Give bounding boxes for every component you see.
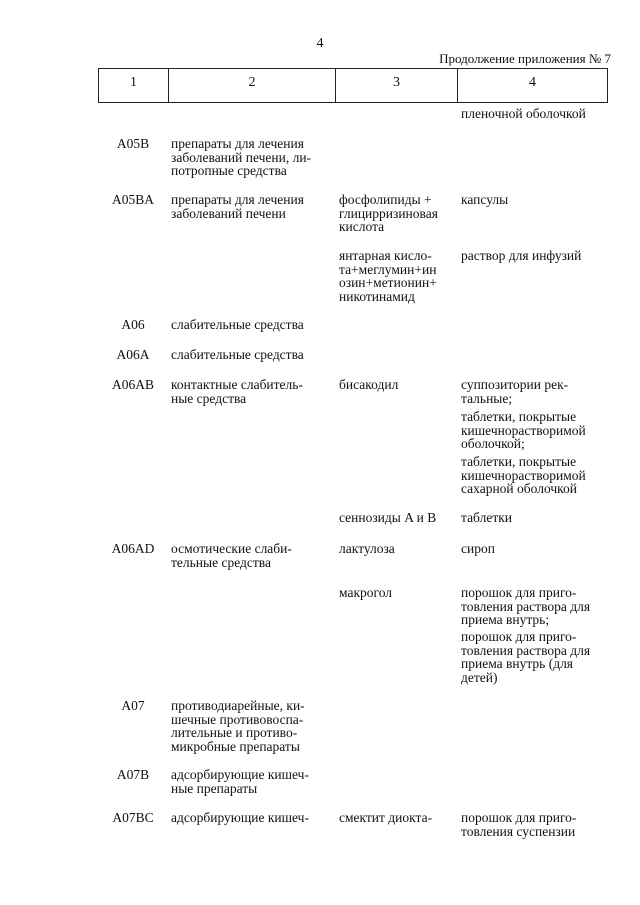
- header-col-2: 2: [168, 69, 335, 102]
- table-cell-dosage-form: порошок для приго- товления суспензии: [461, 810, 577, 839]
- table-cell-atc-code: A06: [121, 317, 145, 332]
- table-cell-dosage-form: капсулы: [461, 192, 509, 207]
- table-cell-dosage-form: порошок для приго- товления раствора для приема внутрь (для детей): [461, 629, 591, 685]
- table-cell-dosage-form: порошок для приго- товления раствора для приема внутрь;: [461, 585, 591, 627]
- table-cell-atc-code: A06AD: [111, 541, 155, 556]
- table-cell-atc-code: A05BA: [111, 192, 154, 207]
- table-cell-dosage-form: таблетки, покрытые кишечнорастворимой сахарной оболочкой: [461, 454, 586, 496]
- table-cell-group-name: противодиарейные, ки- шечные противовоспа- лительные и противо- микробные препараты: [171, 698, 305, 754]
- table-cell-dosage-form: пленочной оболочкой: [461, 106, 586, 121]
- header-col-4: 4: [457, 69, 608, 102]
- table-cell-drug-name: янтарная кисло- та+меглумин+ин озин+метионин+ никотинамид: [339, 248, 437, 304]
- table-cell-atc-code: A07: [121, 698, 145, 713]
- continuation-label: Продолжение приложения № 7: [439, 51, 611, 66]
- table-cell-drug-name: фосфолипиды + глицирризиновая кислота: [339, 192, 438, 234]
- table-cell-group-name: слабительные средства: [171, 347, 304, 362]
- header-col-3: 3: [335, 69, 457, 102]
- table-cell-atc-code: A05B: [116, 136, 150, 151]
- table-cell-drug-name: сеннозиды A и B: [339, 510, 437, 525]
- table-cell-group-name: осмотические слаби- тельные средства: [171, 541, 292, 570]
- table-cell-group-name: адсорбирующие кишеч- ные препараты: [171, 767, 309, 796]
- table-cell-dosage-form: таблетки: [461, 510, 513, 525]
- table-cell-dosage-form: раствор для инфузий: [461, 248, 582, 263]
- table-cell-atc-code: A06A: [116, 347, 150, 362]
- table-cell-atc-code: A07BC: [112, 810, 154, 825]
- table-cell-drug-name: бисакодил: [339, 377, 399, 392]
- table-cell-group-name: контактные слабитель- ные средства: [171, 377, 303, 406]
- table-cell-dosage-form: суппозитории рек- тальные;: [461, 377, 569, 406]
- table-cell-group-name: препараты для лечения заболеваний печени, ли- потропные средства: [171, 136, 312, 178]
- table-cell-group-name: слабительные средства: [171, 317, 304, 332]
- table-cell-group-name: адсорбирующие кишеч-: [171, 810, 309, 825]
- table-header: [98, 68, 608, 103]
- table-cell-dosage-form: таблетки, покрытые кишечнорастворимой оболочкой;: [461, 409, 586, 451]
- table-cell-dosage-form: сироп: [461, 541, 495, 556]
- table-cell-drug-name: макрогол: [339, 585, 393, 600]
- table-cell-atc-code: A07B: [116, 767, 150, 782]
- page-number: 4: [316, 36, 324, 51]
- header-col-1: 1: [98, 69, 168, 102]
- table-cell-drug-name: лактулоза: [339, 541, 395, 556]
- table-cell-group-name: препараты для лечения заболеваний печени: [171, 192, 304, 221]
- table-cell-drug-name: смектит диокта-: [339, 810, 433, 825]
- table-cell-atc-code: A06AB: [111, 377, 154, 392]
